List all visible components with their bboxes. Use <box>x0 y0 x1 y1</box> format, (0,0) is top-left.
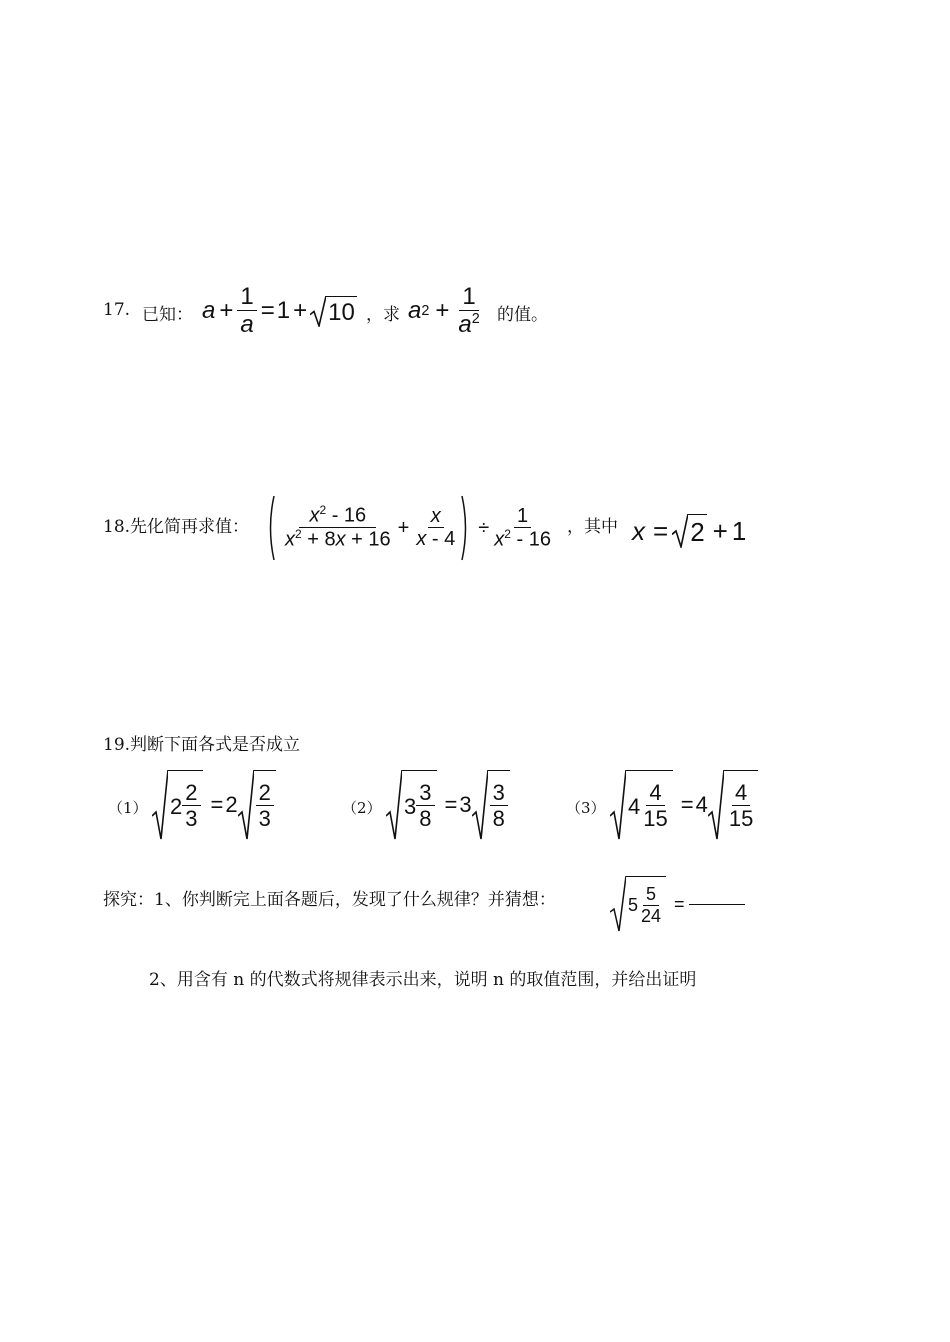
q17-target-a: a <box>408 297 422 325</box>
q17-target-exp: 2 <box>421 303 430 320</box>
q19-item-1-den: 3 <box>185 806 198 832</box>
q18-value-formula <box>632 514 746 548</box>
q18-f1-den-x2: x <box>335 528 346 551</box>
q18-value-plus: + <box>712 515 728 546</box>
q18-label: 18.先化简再求值： <box>103 517 250 537</box>
q17-var-a: a <box>202 297 216 325</box>
q18-f3-den-rest: - 16 <box>510 528 551 551</box>
q19-item-3-rden: 15 <box>728 806 754 832</box>
q19-item-1-eq: = <box>210 792 224 817</box>
q18-f2-num: x <box>428 505 444 528</box>
q19-item-1-rfraction <box>256 781 274 831</box>
q17-prefix: 已知： <box>142 305 193 325</box>
q18-f1-den-exp: 2 <box>295 527 302 541</box>
q19-item-1-whole: 2 <box>170 793 183 819</box>
q19-item-3-rnum: 4 <box>732 781 750 806</box>
q19-item-1-rden: 3 <box>258 806 271 832</box>
q19-item-1-coef: 2 <box>225 792 238 817</box>
q17-target-fraction <box>455 284 482 339</box>
q19-item-3-coef: 4 <box>695 792 708 817</box>
radical-sign <box>472 770 488 840</box>
q19-item-3-whole: 4 <box>628 793 641 819</box>
q18-fraction-3 <box>491 505 554 552</box>
right-paren <box>460 494 470 562</box>
q19-item-1-label: （1） <box>108 799 148 817</box>
q19-item-3 <box>610 770 758 840</box>
q19-item-3-right-sqrt <box>708 770 758 840</box>
explore-whole: 5 <box>628 895 639 915</box>
q17-condition-formula <box>202 284 357 339</box>
q19-item-3-label: （3） <box>566 799 606 817</box>
q17-rhs-one: 1 <box>276 297 291 325</box>
q18-f1-num-exp: 2 <box>319 503 327 518</box>
q18-fraction-2 <box>413 505 458 551</box>
q19-item-2-rnum: 3 <box>490 781 508 806</box>
radical-sign <box>610 770 626 840</box>
q19-item-3-fraction <box>640 781 670 831</box>
q19-item-2-coef: 3 <box>459 792 472 817</box>
q18-divide: ÷ <box>478 516 490 539</box>
radical-sign <box>238 770 254 840</box>
q18-f2-den-rest: - 4 <box>426 528 456 550</box>
q17-equals: = <box>260 297 275 325</box>
q19-item-2-label: （2） <box>342 799 382 817</box>
q18-value-radicand: 2 <box>688 514 706 548</box>
radical-sign <box>610 876 626 932</box>
q19-item-2-rden: 8 <box>492 806 505 832</box>
q18-f1-den-rest2: + 16 <box>345 528 391 551</box>
q18-f1-num-x: x <box>309 505 320 527</box>
q18-expression <box>266 494 554 562</box>
q18-f3-num: 1 <box>514 505 531 528</box>
q17-target-den-exp: 2 <box>471 311 480 328</box>
q17-number: 17. <box>103 300 131 320</box>
q17-radical-sign <box>310 296 326 327</box>
q17-target-formula <box>408 284 483 339</box>
left-paren <box>266 494 276 562</box>
q19-item-2-left-sqrt <box>386 770 437 840</box>
q17-rhs-plus: + <box>293 297 308 325</box>
q19-item-3-rfraction <box>726 781 756 831</box>
answer-blank[interactable] <box>689 903 745 905</box>
q19-item-2-eq: = <box>444 792 458 817</box>
q17-target-den-a: a <box>458 311 472 339</box>
q18-f3-den-exp: 2 <box>504 526 511 541</box>
explore-fraction <box>638 885 664 926</box>
q19-item-1-rnum: 2 <box>256 781 274 806</box>
q17-fraction <box>237 284 256 339</box>
q18-f1-den-rest1: + 8 <box>301 528 336 551</box>
q18-f3-den-x: x <box>494 528 505 551</box>
explore-line-2: 2、用含有 n 的代数式将规律表示出来，说明 n 的取值范围，并给出证明 <box>149 970 697 990</box>
q19-item-3-left-sqrt <box>610 770 673 840</box>
radical-sign <box>152 770 168 840</box>
q19-item-2-fraction <box>416 781 434 831</box>
q18-radical-sign <box>672 514 688 548</box>
q19-item-2-whole: 3 <box>404 793 417 819</box>
q19-item-3-den: 15 <box>643 806 668 832</box>
q19-item-3-num: 4 <box>646 781 664 806</box>
q18-value-eq: = <box>653 515 669 546</box>
q17-target-num: 1 <box>459 284 478 311</box>
q19-item-1-right-sqrt <box>238 770 276 840</box>
explore-line-1: 探究：1、你判断完上面各题后，发现了什么规律？并猜想： <box>103 890 556 910</box>
q19-item-2-num: 3 <box>416 781 434 806</box>
q18-f1-num-rest: - 16 <box>326 505 367 527</box>
q18-fraction-1 <box>282 504 394 551</box>
q19-item-2-rfraction <box>490 781 508 831</box>
explore-expression <box>610 876 745 932</box>
q19-item-3-eq: = <box>680 792 694 817</box>
q19-item-2-den: 8 <box>419 806 432 832</box>
q17-plus: + <box>219 297 234 325</box>
q17-sqrt <box>310 296 357 327</box>
explore-sqrt <box>610 876 666 932</box>
q17-middle: ，求 <box>366 305 400 325</box>
q19-title: 19.判断下面各式是否成立 <box>103 735 301 755</box>
q19-item-1 <box>152 770 276 840</box>
q18-plus: + <box>397 516 410 539</box>
q18-value-x: x <box>632 515 645 546</box>
q17-target-plus: + <box>435 297 450 325</box>
explore-den: 24 <box>641 905 662 926</box>
radical-sign <box>386 770 402 840</box>
q17-frac-den: a <box>240 311 254 339</box>
q18-value-one: 1 <box>731 515 747 546</box>
explore-eq: = <box>674 893 685 914</box>
radical-sign <box>708 770 724 840</box>
q19-item-2-right-sqrt <box>472 770 510 840</box>
q18-value-sqrt <box>672 514 706 548</box>
q19-item-1-num: 2 <box>182 781 200 806</box>
q18-f1-den-x: x <box>285 528 295 551</box>
q19-item-1-left-sqrt <box>152 770 203 840</box>
q17-suffix: 的值。 <box>497 305 548 325</box>
q19-item-1-fraction <box>182 781 200 831</box>
q18-f2-den-x: x <box>416 528 427 550</box>
q17-frac-num: 1 <box>237 284 256 311</box>
explore-num: 5 <box>643 885 659 906</box>
q17-radicand: 10 <box>326 296 357 327</box>
q18-where: ，其中 <box>567 517 618 537</box>
q19-item-2 <box>386 770 510 840</box>
